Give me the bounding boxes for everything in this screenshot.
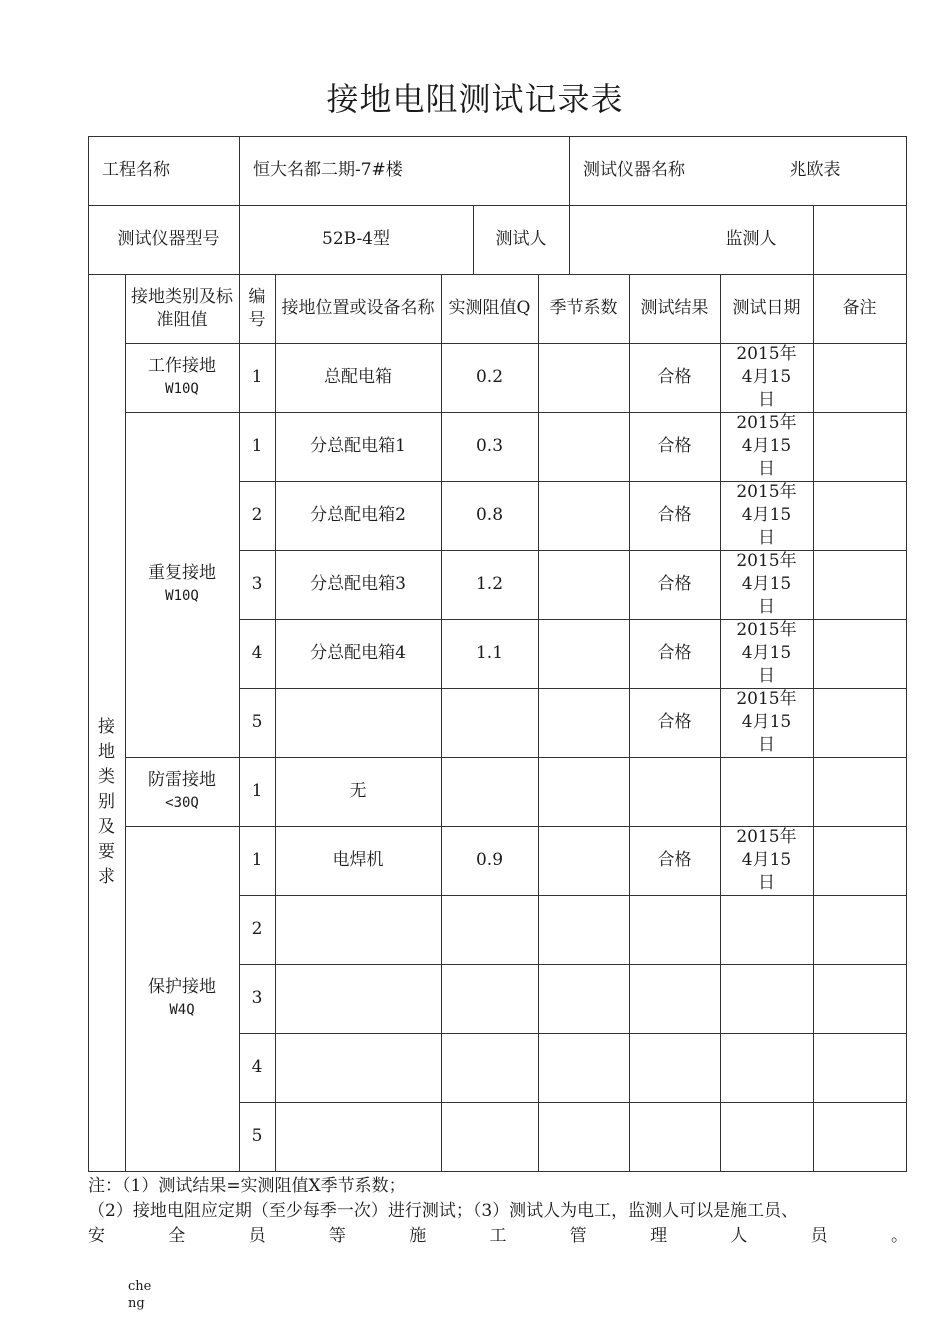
table-cell-coef: [538, 412, 629, 481]
table-cell-location: 电焊机: [332, 850, 384, 870]
column-header: 季节系数: [549, 298, 618, 318]
table-cell-resistance: 0.2: [475, 367, 504, 387]
table-cell-date: [720, 1033, 813, 1102]
note-line-3: [88, 1224, 908, 1248]
group-name: 重复接地: [148, 562, 216, 583]
table-cell-resistance: 0.9: [475, 850, 504, 870]
table-cell-resistance: [441, 964, 538, 1033]
table-cell-result: [629, 1033, 720, 1102]
table-cell-date: 2015年4月15日: [736, 344, 797, 410]
tester-label: 测试人: [495, 229, 547, 249]
table-cell-remark: [813, 826, 906, 895]
table-cell-resistance: 0.3: [475, 436, 504, 456]
table-cell-no: 2: [251, 919, 263, 939]
table-cell-result: [629, 1102, 720, 1171]
table-cell-resistance: [441, 757, 538, 826]
table-cell-no: 5: [251, 712, 263, 732]
table-cell-no: 1: [251, 781, 263, 801]
table-cell-date: 2015年4月15日: [736, 827, 797, 893]
table-cell-result: [629, 964, 720, 1033]
note-char: 管: [569, 1226, 587, 1246]
table-cell-result: 合格: [657, 850, 692, 870]
table-cell-no: 3: [251, 574, 263, 594]
table-cell-no: 3: [251, 988, 263, 1008]
table-cell-resistance: 0.8: [475, 505, 504, 525]
column-header: 测试日期: [732, 298, 801, 318]
table-cell-remark: [813, 964, 906, 1033]
table-cell-location: [275, 895, 441, 964]
table-cell-remark: [813, 757, 906, 826]
note-char: 人: [730, 1226, 748, 1246]
table-cell-location: 分总配电箱4: [310, 643, 406, 663]
table-cell-location: 分总配电箱1: [310, 436, 406, 456]
table-cell-resistance: [441, 1033, 538, 1102]
note-char: 员: [248, 1226, 266, 1246]
table-cell-date: [720, 1102, 813, 1171]
table-cell-result: 合格: [657, 643, 692, 663]
group-cell: [125, 826, 239, 1171]
table-cell-no: 4: [251, 1057, 263, 1077]
table-cell-date: 2015年4月15日: [736, 482, 797, 548]
note-line-1: 注：（1）测试结果=实测阻值X季节系数；: [88, 1176, 406, 1196]
table-cell-no: 4: [251, 643, 263, 663]
table-cell-coef: [538, 1102, 629, 1171]
table-cell-no: 1: [251, 850, 263, 870]
group-name: 防雷接地: [148, 769, 216, 790]
table-cell-remark: [813, 412, 906, 481]
table-border: [813, 205, 814, 275]
table-cell-resistance: 1.2: [475, 574, 504, 594]
table-cell-location: [275, 1102, 441, 1171]
table-cell-coef: [538, 688, 629, 757]
footnote: cheng: [128, 1279, 152, 1311]
note-char: 安: [88, 1226, 105, 1246]
column-header: 接地位置或设备名称: [281, 298, 435, 318]
table-cell-result: [629, 895, 720, 964]
column-header: 测试结果: [640, 298, 709, 318]
table-cell-location: 总配电箱: [324, 367, 392, 387]
group-standard: W4Q: [169, 1001, 195, 1018]
table-cell-coef: [538, 757, 629, 826]
column-header: 备注: [842, 298, 877, 318]
table-cell-date: 2015年4月15日: [736, 413, 797, 479]
table-cell-remark: [813, 619, 906, 688]
table-cell-result: [629, 757, 720, 826]
table-cell-date: [720, 895, 813, 964]
table-cell-coef: [538, 481, 629, 550]
group-cell: [125, 757, 239, 826]
table-cell-coef: [538, 1033, 629, 1102]
table-cell-resistance: [441, 895, 538, 964]
table-cell-location: 无: [349, 781, 367, 801]
note-char: 等: [328, 1226, 346, 1246]
note-char: 。: [890, 1226, 908, 1246]
table-cell-coef: [538, 895, 629, 964]
side-label: [88, 274, 125, 1171]
table-cell-remark: [813, 1102, 906, 1171]
table-cell-location: [275, 688, 441, 757]
note-char: 全: [168, 1226, 186, 1246]
table-cell-date: 2015年4月15日: [736, 689, 797, 755]
table-border: [88, 1171, 907, 1172]
table-cell-result: 合格: [657, 505, 692, 525]
note-char: 工: [489, 1226, 507, 1246]
table-cell-remark: [813, 688, 906, 757]
group-name: 保护接地: [148, 976, 216, 997]
table-cell-location: 分总配电箱2: [310, 505, 406, 525]
table-cell-location: [275, 964, 441, 1033]
table-cell-no: 5: [251, 1126, 263, 1146]
instrument-name-label: 测试仪器名称: [583, 160, 685, 180]
note-char: 理: [650, 1226, 668, 1246]
table-cell-resistance: [441, 688, 538, 757]
table-cell-resistance: 1.1: [475, 643, 504, 663]
table-cell-remark: [813, 895, 906, 964]
group-standard: <30Q: [165, 794, 199, 811]
group-name: 工作接地: [148, 355, 216, 376]
table-cell-result: 合格: [657, 436, 692, 456]
table-cell-date: [720, 964, 813, 1033]
instrument-name-value: 兆欧表: [789, 160, 841, 180]
table-cell-remark: [813, 481, 906, 550]
table-cell-remark: [813, 343, 906, 412]
table-cell-result: 合格: [657, 574, 692, 594]
table-cell-coef: [538, 343, 629, 412]
table-cell-no: 2: [251, 505, 263, 525]
table-cell-date: [720, 757, 813, 826]
table-cell-location: 分总配电箱3: [310, 574, 406, 594]
project-name-label: 工程名称: [102, 160, 170, 180]
table-cell-result: 合格: [657, 367, 692, 387]
project-name-value: 恒大名都二期-7#楼: [253, 160, 403, 180]
instrument-model-label: 测试仪器型号: [117, 229, 220, 249]
table-cell-resistance: [441, 1102, 538, 1171]
column-header: 编号: [248, 286, 266, 330]
group-standard: W10Q: [165, 380, 199, 397]
side-label-text: 接地类别及要求: [98, 717, 115, 887]
table-cell-coef: [538, 550, 629, 619]
group-cell: [125, 412, 239, 757]
column-header: 接地类别及标准阻值: [131, 286, 233, 330]
table-cell-location: [275, 1033, 441, 1102]
table-cell-remark: [813, 550, 906, 619]
table-cell-result: 合格: [657, 712, 692, 732]
note-line-2: （2）接地电阻应定期（至少每季一次）进行测试；（3）测试人为电工，监测人可以是施工员、: [88, 1201, 799, 1221]
table-cell-remark: [813, 1033, 906, 1102]
instrument-model-value: 52B-4型: [322, 229, 390, 249]
page-title: 接地电阻测试记录表: [326, 80, 624, 118]
group-standard: W10Q: [165, 587, 199, 604]
note-char: 员: [810, 1226, 828, 1246]
table-cell-coef: [538, 964, 629, 1033]
monitor-label: 监测人: [725, 229, 777, 249]
table-cell-no: 1: [251, 367, 263, 387]
group-cell: [125, 343, 239, 412]
table-cell-no: 1: [251, 436, 263, 456]
note-char: 施: [409, 1226, 427, 1246]
table-cell-date: 2015年4月15日: [736, 551, 797, 617]
column-header: 实测阻值Q: [448, 298, 531, 318]
table-cell-coef: [538, 826, 629, 895]
table-cell-date: 2015年4月15日: [736, 620, 797, 686]
table-cell-coef: [538, 619, 629, 688]
table-border: [906, 136, 907, 1172]
